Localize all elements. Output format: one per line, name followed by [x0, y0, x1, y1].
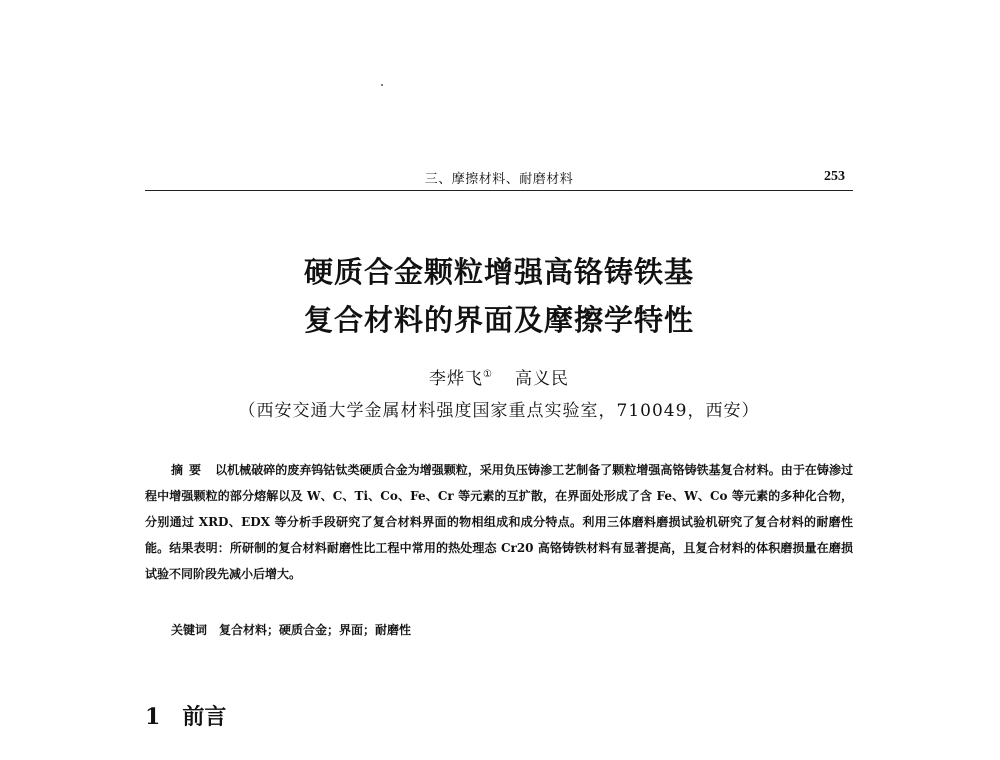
- section-number: 1: [145, 704, 161, 730]
- cutoff-text-line: [196, 752, 356, 760]
- running-title: 三、摩擦材料、耐磨材料: [424, 172, 574, 187]
- author-name: 李烨飞: [429, 369, 484, 389]
- keywords-text: 复合材料；硬质合金；界面；耐磨性: [219, 623, 412, 637]
- section-heading: [145, 700, 226, 731]
- scan-speck: [381, 84, 383, 86]
- abstract-text: 以机械破碎的废弃钨钴钛类硬质合金为增强颗粒，采用负压铸渗工艺制备了颗粒增强高铬铸铁基复合材料。由于在铸渗过程中增强颗粒的部分熔解以及 W、C、Ti、Co、Fe、Cr 等元素的互扩散，在界面处形成了含 Fe、W、Co 等元素的多种化合物，分别通过 XRD、EDX 等分析手段研究了复合材料界面的物相组成和成分特点。利用三体磨料磨损试验机研究了复合材料的耐磨性能。结果表明：所研制的复合材料耐磨性比工程中常用的热处理态 Cr20 高铬铸铁材料有显著提高，且复合材料的体积磨损量在磨损试验不同阶段先减小后增大。: [145, 463, 853, 581]
- affiliation: （西安交通大学金属材料强度国家重点实验室，710049，西安）: [238, 401, 760, 421]
- title-line-2: 复合材料的界面及摩擦学特性: [303, 303, 694, 337]
- keywords: [171, 621, 411, 638]
- footnote-mark: ①: [483, 369, 493, 381]
- author-name: 高义民: [514, 369, 569, 389]
- section-title: 前言: [182, 704, 227, 730]
- title-line-1: 硬质合金颗粒增强高铬铸铁基: [303, 255, 694, 289]
- running-header: [145, 164, 853, 191]
- page-number: 253: [824, 169, 845, 184]
- abstract-label: 摘要: [171, 463, 208, 477]
- abstract: [145, 457, 853, 587]
- author-list: [145, 364, 853, 389]
- keywords-label: 关键词: [171, 623, 208, 637]
- paper-title: [145, 248, 853, 344]
